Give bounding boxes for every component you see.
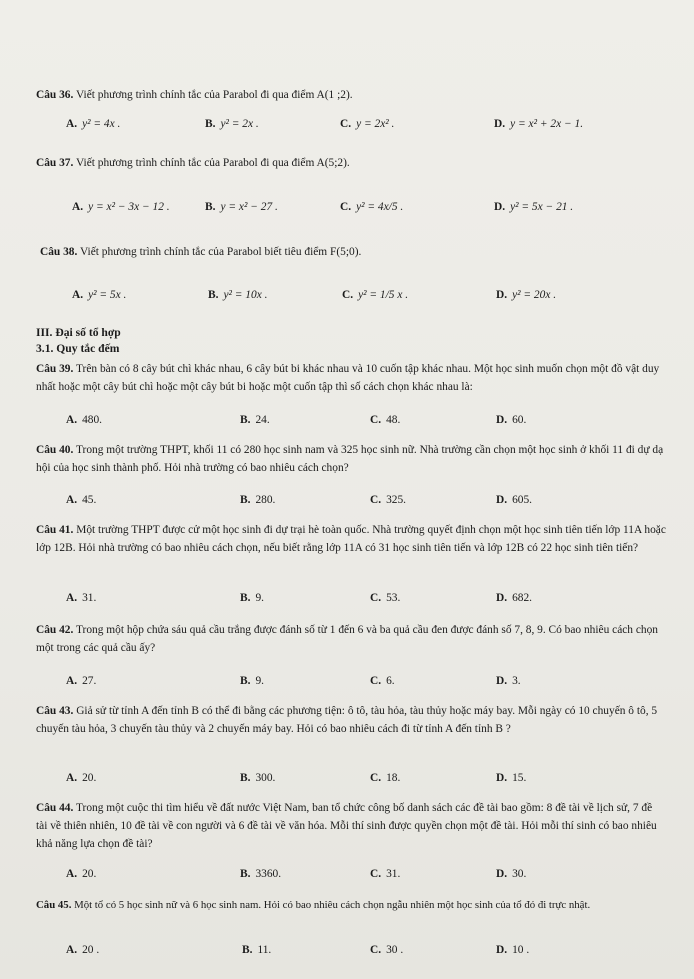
- option-value: y² = 2x .: [220, 118, 259, 130]
- option-a: [66, 118, 120, 130]
- option-value: 24.: [255, 414, 270, 426]
- question-43: [36, 702, 666, 738]
- option-letter: D.: [496, 772, 508, 784]
- option-a: [66, 944, 99, 956]
- option-letter: A.: [66, 675, 78, 687]
- option-letter: D.: [496, 675, 508, 687]
- option-value: 605.: [512, 494, 533, 506]
- question-text: Giả sử từ tỉnh A đến tỉnh B có thể đi bằng các phương tiện: ô tô, tàu hỏa, tàu thủy hoặc máy bay. Mỗi ngày có 10 chuyến ô tô, 5 chuyến tàu hỏa, 3 chuyến tàu thủy và 2 chuyến máy bay. Hỏi có bao nhiêu cách đi từ tỉnh A đến tỉnh B ?: [36, 705, 658, 735]
- option-value: 31.: [82, 592, 97, 604]
- option-value: 45.: [82, 494, 97, 506]
- option-b: [242, 944, 271, 956]
- option-b: [240, 772, 275, 784]
- option-a: [66, 592, 96, 604]
- option-b: [240, 868, 281, 880]
- question-label: Câu 42.: [36, 624, 74, 636]
- option-value: 10 .: [512, 944, 530, 956]
- option-letter: B.: [240, 414, 251, 426]
- option-d: [496, 944, 529, 956]
- option-letter: D.: [494, 201, 506, 213]
- option-letter: C.: [340, 118, 352, 130]
- option-value: 325.: [386, 494, 407, 506]
- option-value: 280.: [255, 494, 276, 506]
- option-a: [72, 201, 170, 213]
- question-label: Câu 45.: [36, 899, 72, 911]
- option-value: 30.: [512, 868, 527, 880]
- question-36: [36, 86, 666, 104]
- option-value: 300.: [255, 772, 276, 784]
- question-label: Câu 38.: [40, 246, 78, 258]
- option-c: [370, 414, 400, 426]
- question-38: [40, 243, 670, 261]
- question-label: Câu 36.: [36, 89, 74, 101]
- option-letter: B.: [240, 868, 251, 880]
- option-letter: C.: [370, 772, 382, 784]
- option-letter: B.: [240, 675, 251, 687]
- option-d: [496, 289, 556, 301]
- option-value: 3.: [512, 675, 521, 687]
- question-40: [36, 441, 666, 477]
- option-value: 6.: [386, 675, 395, 687]
- option-letter: B.: [240, 494, 251, 506]
- question-text: Viết phương trình chính tắc của Parabol biết tiêu điểm F(5;0).: [80, 246, 362, 258]
- option-value: y² = 4x .: [82, 118, 121, 130]
- option-value: y² = 20x .: [512, 289, 557, 301]
- option-c: [370, 494, 406, 506]
- option-letter: D.: [496, 494, 508, 506]
- option-value: 20 .: [82, 944, 100, 956]
- option-d: [496, 414, 526, 426]
- option-c: [340, 118, 394, 130]
- option-letter: C.: [370, 868, 382, 880]
- question-text: Một trường THPT được cử một học sinh đi dự trại hè toàn quốc. Nhà trường quyết định chọn một học sinh tiên tiến lớp 11A hoặc lớp 12B. Hỏi nhà trường có bao nhiêu cách chọn, nếu biết rằng lớp 11A có 31 học sinh tiên tiến và lớp 12B có 22 học sinh tiên tiến?: [36, 524, 666, 554]
- option-b: [240, 592, 264, 604]
- option-value: 682.: [512, 592, 533, 604]
- option-letter: A.: [66, 868, 78, 880]
- option-value: 31.: [386, 868, 401, 880]
- option-a: [66, 772, 96, 784]
- option-value: y² = 10x .: [223, 289, 268, 301]
- option-value: 9.: [255, 675, 264, 687]
- option-a: [66, 414, 102, 426]
- option-value: 20.: [82, 772, 97, 784]
- question-41: [36, 521, 666, 557]
- option-letter: B.: [242, 944, 253, 956]
- option-c: [370, 944, 403, 956]
- option-b: [240, 414, 270, 426]
- option-value: 15.: [512, 772, 527, 784]
- option-letter: C.: [370, 494, 382, 506]
- option-value: 53.: [386, 592, 401, 604]
- option-value: y = x² + 2x − 1.: [510, 118, 584, 130]
- question-label: Câu 41.: [36, 524, 74, 536]
- section-title: III. Đại số tổ hợp: [36, 326, 121, 339]
- option-letter: B.: [205, 118, 216, 130]
- option-c: [340, 201, 403, 213]
- option-c: [370, 772, 400, 784]
- option-d: [496, 772, 526, 784]
- option-value: 60.: [512, 414, 527, 426]
- question-label: Câu 37.: [36, 157, 74, 169]
- option-letter: D.: [494, 118, 506, 130]
- option-d: [496, 868, 526, 880]
- option-a: [72, 289, 126, 301]
- option-letter: C.: [370, 592, 382, 604]
- option-letter: C.: [340, 201, 352, 213]
- option-value: 9.: [255, 592, 264, 604]
- option-letter: B.: [208, 289, 219, 301]
- question-label: Câu 39.: [36, 363, 74, 375]
- option-b: [240, 494, 275, 506]
- option-letter: C.: [370, 675, 382, 687]
- option-a: [66, 494, 96, 506]
- question-text: Viết phương trình chính tắc của Parabol đi qua điểm A(5;2).: [76, 157, 350, 169]
- option-d: [496, 592, 532, 604]
- option-d: [494, 118, 583, 130]
- option-letter: B.: [240, 772, 251, 784]
- option-letter: A.: [66, 414, 78, 426]
- option-a: [66, 868, 96, 880]
- option-letter: B.: [205, 201, 216, 213]
- question-text: Trên bàn có 8 cây bút chì khác nhau, 6 cây bút bi khác nhau và 10 cuốn tập khác nhau. Một học sinh muốn chọn một đồ vật duy nhất hoặc một cây bút chì hoặc một cây bút bi hoặc một cuốn tập thì số cách chọn khác nhau là:: [36, 363, 660, 393]
- option-c: [370, 592, 400, 604]
- question-39: [36, 360, 666, 396]
- option-d: [496, 675, 521, 687]
- option-letter: D.: [496, 868, 508, 880]
- question-44: [36, 799, 666, 853]
- option-letter: C.: [370, 944, 382, 956]
- option-d: [496, 494, 532, 506]
- question-text: Viết phương trình chính tắc của Parabol đi qua điểm A(1 ;2).: [76, 89, 353, 101]
- option-letter: C.: [342, 289, 354, 301]
- option-letter: A.: [66, 772, 78, 784]
- option-letter: A.: [66, 592, 78, 604]
- option-letter: A.: [72, 201, 84, 213]
- option-c: [342, 289, 408, 301]
- option-value: 3360.: [255, 868, 282, 880]
- option-b: [205, 201, 278, 213]
- option-letter: A.: [66, 118, 78, 130]
- option-value: y² = 5x .: [88, 289, 127, 301]
- option-value: 480.: [82, 414, 103, 426]
- option-letter: A.: [66, 944, 78, 956]
- option-d: [494, 201, 573, 213]
- question-label: Câu 44.: [36, 802, 74, 814]
- question-text: Trong một trường THPT, khối 11 có 280 học sinh nam và 325 học sinh nữ. Nhà trường cần chọn một học sinh ở khối 11 đi dự dạ hội của học sinh thành phố. Hỏi nhà trường có bao nhiêu cách chọn?: [36, 444, 664, 474]
- option-c: [370, 868, 400, 880]
- option-value: y = x² − 3x − 12 .: [88, 201, 170, 213]
- option-letter: A.: [72, 289, 84, 301]
- section-subtitle: 3.1. Quy tắc đếm: [36, 342, 120, 355]
- option-letter: A.: [66, 494, 78, 506]
- question-text: Trong một cuộc thi tìm hiểu về đất nước Việt Nam, ban tổ chức công bố danh sách các đề tài bao gồm: 8 đề tài về lịch sử, 7 đề tài về thiên nhiên, 10 đề tài về con người và 6 đề tài về văn hóa. Mỗi thí sinh được quyền chọn một đề tài. Hỏi mỗi thí sinh có bao nhiêu khả năng lựa chọn đề tài?: [36, 802, 657, 850]
- option-letter: D.: [496, 592, 508, 604]
- question-text: Trong một hộp chứa sáu quả cầu trắng được đánh số từ 1 đến 6 và ba quả cầu đen được đánh số 7, 8, 9. Có bao nhiêu cách chọn một trong các quả cầu ấy?: [36, 624, 658, 654]
- option-value: 30 .: [386, 944, 404, 956]
- option-value: y² = 5x − 21 .: [510, 201, 574, 213]
- question-37: [36, 154, 666, 172]
- option-letter: D.: [496, 944, 508, 956]
- option-letter: D.: [496, 289, 508, 301]
- question-42: [36, 621, 666, 657]
- option-b: [205, 118, 259, 130]
- option-letter: D.: [496, 414, 508, 426]
- question-label: Câu 43.: [36, 705, 74, 717]
- option-letter: B.: [240, 592, 251, 604]
- option-value: 11.: [257, 944, 272, 956]
- option-value: y = x² − 27 .: [220, 201, 278, 213]
- option-c: [370, 675, 395, 687]
- option-b: [208, 289, 267, 301]
- option-value: y = 2x² .: [356, 118, 395, 130]
- option-value: y² = 1/5 x .: [358, 289, 409, 301]
- option-value: 20.: [82, 868, 97, 880]
- question-45: [36, 897, 666, 913]
- option-value: y² = 4x/5 .: [356, 201, 404, 213]
- question-label: Câu 40.: [36, 444, 74, 456]
- option-value: 27.: [82, 675, 97, 687]
- question-text: Một tổ có 5 học sinh nữ và 6 học sinh nam. Hỏi có bao nhiêu cách chọn ngẫu nhiên một học sinh của tổ đó đi trực nhật.: [74, 899, 591, 911]
- option-value: 18.: [386, 772, 401, 784]
- option-letter: C.: [370, 414, 382, 426]
- option-b: [240, 675, 264, 687]
- option-a: [66, 675, 96, 687]
- option-value: 48.: [386, 414, 401, 426]
